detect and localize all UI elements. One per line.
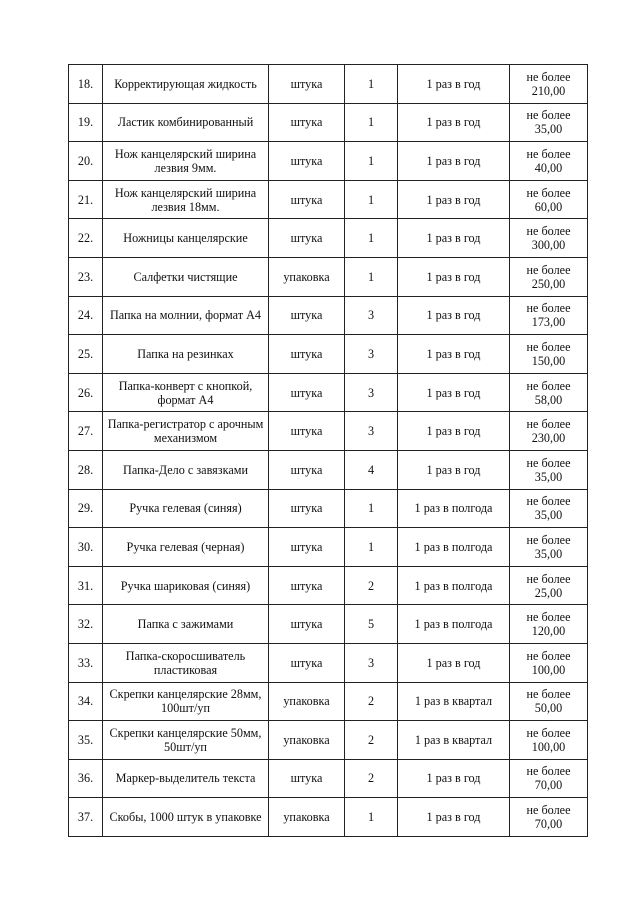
max-price — [510, 721, 588, 760]
quantity: 3 — [345, 643, 398, 682]
price-prefix: не более — [526, 339, 571, 354]
quantity: 3 — [345, 412, 398, 451]
quantity: 1 — [345, 257, 398, 296]
price-value: 50,00 — [534, 701, 563, 716]
price-value: 250,00 — [531, 276, 566, 291]
unit-of-measure: штука — [269, 528, 345, 567]
row-number: 19. — [69, 103, 103, 142]
unit-of-measure: штука — [269, 335, 345, 374]
row-number: 20. — [69, 142, 103, 181]
replacement-frequency: 1 раз в год — [398, 65, 510, 104]
table-row — [69, 682, 588, 721]
price-value: 210,00 — [531, 83, 566, 98]
price-prefix: не более — [526, 378, 571, 393]
unit-of-measure: штука — [269, 489, 345, 528]
item-name: Ручка шариковая (синяя) — [103, 566, 269, 605]
item-name: Ручка гелевая (черная) — [103, 528, 269, 567]
price-value: 35,00 — [534, 546, 563, 561]
max-price — [510, 605, 588, 644]
replacement-frequency: 1 раз в год — [398, 798, 510, 837]
row-number: 37. — [69, 798, 103, 837]
quantity: 2 — [345, 566, 398, 605]
replacement-frequency: 1 раз в год — [398, 296, 510, 335]
price-prefix: не более — [526, 532, 571, 547]
unit-of-measure: упаковка — [269, 721, 345, 760]
unit-of-measure: штука — [269, 412, 345, 451]
replacement-frequency: 1 раз в полгода — [398, 528, 510, 567]
max-price — [510, 412, 588, 451]
quantity: 4 — [345, 450, 398, 489]
row-number: 33. — [69, 643, 103, 682]
table-row — [69, 219, 588, 258]
quantity: 1 — [345, 103, 398, 142]
max-price — [510, 566, 588, 605]
max-price — [510, 142, 588, 181]
item-name: Папка-конверт с кнопкой, формат А4 — [103, 373, 269, 412]
replacement-frequency: 1 раз в год — [398, 412, 510, 451]
row-number: 35. — [69, 721, 103, 760]
unit-of-measure: штука — [269, 759, 345, 798]
table-row — [69, 65, 588, 104]
price-prefix: не более — [526, 301, 571, 316]
replacement-frequency: 1 раз в год — [398, 335, 510, 374]
table-row — [69, 257, 588, 296]
table-row — [69, 798, 588, 837]
item-name: Нож канцелярский ширина лезвия 9мм. — [103, 142, 269, 181]
price-prefix: не более — [526, 185, 571, 200]
replacement-frequency: 1 раз в квартал — [398, 682, 510, 721]
row-number: 25. — [69, 335, 103, 374]
price-value: 25,00 — [534, 585, 563, 600]
quantity: 3 — [345, 296, 398, 335]
replacement-frequency: 1 раз в год — [398, 257, 510, 296]
price-value: 70,00 — [534, 778, 563, 793]
table-row — [69, 566, 588, 605]
max-price — [510, 682, 588, 721]
supplies-table — [68, 64, 588, 837]
replacement-frequency: 1 раз в квартал — [398, 721, 510, 760]
item-name: Ластик комбинированный — [103, 103, 269, 142]
price-prefix: не более — [526, 725, 571, 740]
row-number: 36. — [69, 759, 103, 798]
item-name: Папка-скоросшиватель пластиковая — [103, 643, 269, 682]
price-value: 35,00 — [534, 122, 563, 137]
replacement-frequency: 1 раз в год — [398, 103, 510, 142]
max-price — [510, 373, 588, 412]
quantity: 2 — [345, 721, 398, 760]
unit-of-measure: штука — [269, 103, 345, 142]
price-value: 58,00 — [534, 392, 563, 407]
replacement-frequency: 1 раз в полгода — [398, 489, 510, 528]
max-price — [510, 335, 588, 374]
table-row — [69, 412, 588, 451]
unit-of-measure: штука — [269, 296, 345, 335]
item-name: Папка на молнии, формат А4 — [103, 296, 269, 335]
max-price — [510, 643, 588, 682]
max-price — [510, 103, 588, 142]
replacement-frequency: 1 раз в год — [398, 142, 510, 181]
table-body — [69, 65, 588, 837]
price-value: 150,00 — [531, 353, 566, 368]
table-row — [69, 450, 588, 489]
unit-of-measure: штука — [269, 373, 345, 412]
price-value: 300,00 — [531, 238, 566, 253]
replacement-frequency: 1 раз в год — [398, 180, 510, 219]
unit-of-measure: штука — [269, 65, 345, 104]
max-price — [510, 450, 588, 489]
table-row — [69, 489, 588, 528]
table-row — [69, 103, 588, 142]
row-number: 28. — [69, 450, 103, 489]
unit-of-measure: штука — [269, 142, 345, 181]
unit-of-measure: упаковка — [269, 257, 345, 296]
price-value: 40,00 — [534, 160, 563, 175]
price-value: 100,00 — [531, 662, 566, 677]
price-prefix: не более — [526, 108, 571, 123]
table-row — [69, 759, 588, 798]
quantity: 3 — [345, 335, 398, 374]
item-name: Папка на резинках — [103, 335, 269, 374]
quantity: 2 — [345, 759, 398, 798]
price-prefix: не более — [526, 610, 571, 625]
replacement-frequency: 1 раз в год — [398, 450, 510, 489]
item-name: Скобы, 1000 штук в упаковке — [103, 798, 269, 837]
table-row — [69, 528, 588, 567]
price-prefix: не более — [526, 764, 571, 779]
table-row — [69, 643, 588, 682]
item-name: Папка-Дело с завязками — [103, 450, 269, 489]
item-name: Папка с зажимами — [103, 605, 269, 644]
item-name: Салфетки чистящие — [103, 257, 269, 296]
replacement-frequency: 1 раз в полгода — [398, 605, 510, 644]
unit-of-measure: штука — [269, 605, 345, 644]
row-number: 31. — [69, 566, 103, 605]
item-name: Маркер-выделитель текста — [103, 759, 269, 798]
quantity: 1 — [345, 798, 398, 837]
price-prefix: не более — [526, 224, 571, 239]
max-price — [510, 489, 588, 528]
price-value: 35,00 — [534, 508, 563, 523]
unit-of-measure: штука — [269, 180, 345, 219]
max-price — [510, 759, 588, 798]
unit-of-measure: штука — [269, 450, 345, 489]
unit-of-measure: упаковка — [269, 682, 345, 721]
table-row — [69, 605, 588, 644]
unit-of-measure: штука — [269, 219, 345, 258]
row-number: 21. — [69, 180, 103, 219]
price-prefix: не более — [526, 262, 571, 277]
price-value: 35,00 — [534, 469, 563, 484]
price-prefix: не более — [526, 803, 571, 818]
price-prefix: не более — [526, 69, 571, 84]
max-price — [510, 257, 588, 296]
price-value: 120,00 — [531, 624, 566, 639]
price-prefix: не более — [526, 417, 571, 432]
table-row — [69, 373, 588, 412]
row-number: 18. — [69, 65, 103, 104]
max-price — [510, 528, 588, 567]
max-price — [510, 296, 588, 335]
quantity: 3 — [345, 373, 398, 412]
price-prefix: не более — [526, 494, 571, 509]
price-prefix: не более — [526, 648, 571, 663]
table-row — [69, 180, 588, 219]
price-prefix: не более — [526, 571, 571, 586]
quantity: 1 — [345, 219, 398, 258]
quantity: 5 — [345, 605, 398, 644]
item-name: Ручка гелевая (синяя) — [103, 489, 269, 528]
item-name: Скрепки канцелярские 50мм, 50шт/уп — [103, 721, 269, 760]
item-name: Ножницы канцелярские — [103, 219, 269, 258]
replacement-frequency: 1 раз в год — [398, 219, 510, 258]
row-number: 26. — [69, 373, 103, 412]
replacement-frequency: 1 раз в год — [398, 759, 510, 798]
quantity: 1 — [345, 180, 398, 219]
row-number: 22. — [69, 219, 103, 258]
price-value: 230,00 — [531, 431, 566, 446]
price-prefix: не более — [526, 687, 571, 702]
max-price — [510, 798, 588, 837]
unit-of-measure: штука — [269, 643, 345, 682]
table-row — [69, 142, 588, 181]
table-row — [69, 335, 588, 374]
item-name: Нож канцелярский ширина лезвия 18мм. — [103, 180, 269, 219]
table-row — [69, 721, 588, 760]
quantity: 1 — [345, 528, 398, 567]
row-number: 30. — [69, 528, 103, 567]
price-value: 173,00 — [531, 315, 566, 330]
row-number: 27. — [69, 412, 103, 451]
price-value: 100,00 — [531, 739, 566, 754]
max-price — [510, 180, 588, 219]
row-number: 29. — [69, 489, 103, 528]
price-prefix: не более — [526, 146, 571, 161]
row-number: 34. — [69, 682, 103, 721]
quantity: 2 — [345, 682, 398, 721]
replacement-frequency: 1 раз в год — [398, 373, 510, 412]
price-value: 70,00 — [534, 817, 563, 832]
table-row — [69, 296, 588, 335]
quantity: 1 — [345, 142, 398, 181]
max-price — [510, 65, 588, 104]
replacement-frequency: 1 раз в полгода — [398, 566, 510, 605]
quantity: 1 — [345, 65, 398, 104]
unit-of-measure: штука — [269, 566, 345, 605]
price-prefix: не более — [526, 455, 571, 470]
row-number: 32. — [69, 605, 103, 644]
row-number: 24. — [69, 296, 103, 335]
replacement-frequency: 1 раз в год — [398, 643, 510, 682]
item-name: Скрепки канцелярские 28мм, 100шт/уп — [103, 682, 269, 721]
price-value: 60,00 — [534, 199, 563, 214]
unit-of-measure: упаковка — [269, 798, 345, 837]
max-price — [510, 219, 588, 258]
item-name: Корректирующая жидкость — [103, 65, 269, 104]
item-name: Папка-регистратор с арочным механизмом — [103, 412, 269, 451]
row-number: 23. — [69, 257, 103, 296]
quantity: 1 — [345, 489, 398, 528]
